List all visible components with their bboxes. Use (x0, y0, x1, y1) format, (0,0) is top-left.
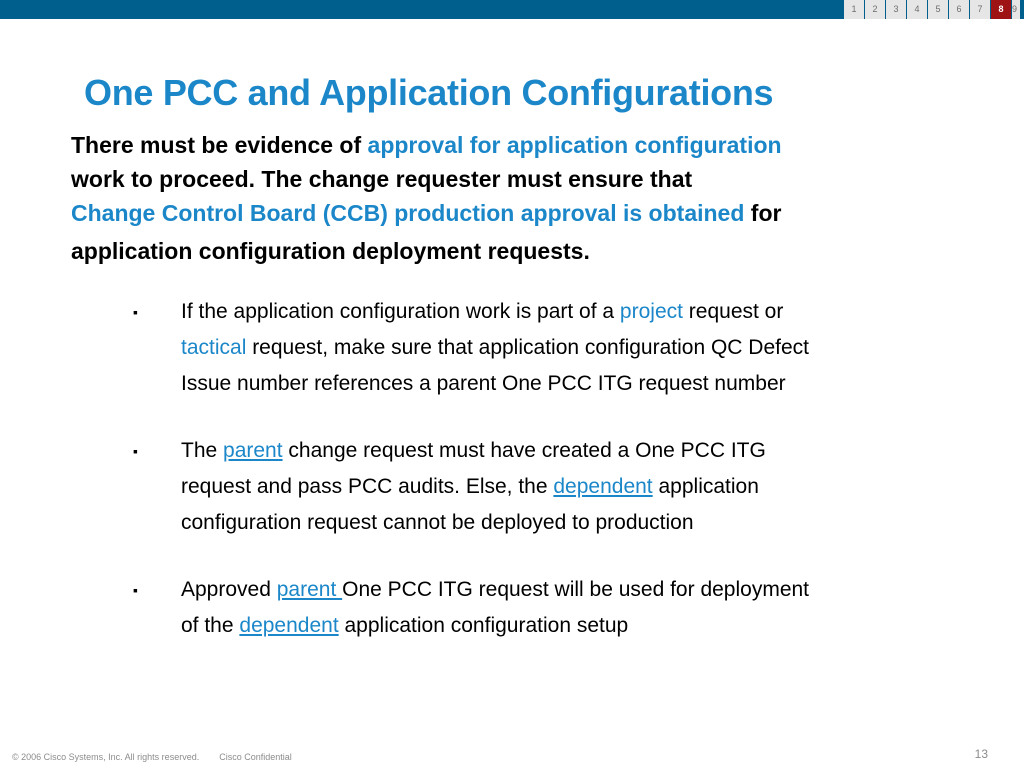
slide-tab-8-active[interactable]: 8 (991, 0, 1011, 19)
bullet-text: of the (181, 614, 240, 637)
bullet-square-icon: ▪ (133, 582, 138, 598)
bullet-line (181, 608, 953, 644)
lead-line-3 (71, 196, 971, 230)
lead-line-4: application configuration deployment requests. (71, 238, 590, 264)
dependent-link[interactable]: dependent (239, 614, 339, 637)
bullet-text: request, make sure that application configuration QC Defect (246, 336, 809, 359)
bullet-item (133, 294, 953, 402)
slide-tab-9[interactable]: 9 (1012, 0, 1020, 19)
bullet-list (133, 294, 953, 675)
bullet-line: Issue number references a parent One PCC ITG request number (181, 372, 786, 395)
bullet-line (181, 433, 953, 469)
bullet-text: application (652, 475, 759, 498)
project-term: project (619, 300, 683, 323)
bullet-text: Approved (181, 578, 277, 601)
slide-tab-5[interactable]: 5 (928, 0, 948, 19)
bullet-line (181, 330, 953, 366)
bullet-line (181, 572, 953, 608)
page-number: 13 (974, 747, 988, 761)
slide-tab-6[interactable]: 6 (949, 0, 969, 19)
parent-link[interactable]: parent (223, 439, 283, 462)
lead-text: for (744, 200, 782, 226)
tactical-term: tactical (181, 336, 247, 359)
bullet-text: change request must have created a One PCC ITG (282, 439, 766, 462)
slide-title: One PCC and Application Configurations (84, 72, 774, 113)
dependent-link[interactable]: dependent (553, 475, 653, 498)
bullet-text: request or (682, 300, 784, 323)
bullet-item (133, 572, 953, 644)
lead-line-1 (71, 128, 971, 162)
bullet-line: configuration request cannot be deployed to production (181, 511, 694, 534)
bullet-text: application configuration setup (338, 614, 629, 637)
bullet-text: request and pass PCC audits. Else, the (181, 475, 554, 498)
bullet-square-icon: ▪ (133, 304, 138, 320)
parent-link[interactable]: parent (276, 578, 343, 601)
lead-line-2: work to proceed. The change requester must ensure that (71, 166, 693, 192)
slide-navigation (844, 0, 1020, 19)
bullet-line (181, 469, 953, 505)
slide-tab-4[interactable]: 4 (907, 0, 927, 19)
bullet-item (133, 433, 953, 541)
copyright-text: © 2006 Cisco Systems, Inc. All rights reserved. (12, 752, 200, 762)
lead-emphasis: approval for application configuration (367, 132, 782, 158)
bullet-text: The (181, 439, 224, 462)
lead-paragraph (71, 128, 971, 268)
slide-tab-2[interactable]: 2 (865, 0, 885, 19)
footer (12, 752, 292, 762)
slide-tab-1[interactable]: 1 (844, 0, 864, 19)
bullet-line (181, 294, 953, 330)
bullet-square-icon: ▪ (133, 443, 138, 459)
lead-emphasis: Change Control Board (CCB) production approval is obtained (71, 200, 745, 226)
bullet-text: If the application configuration work is part of a (181, 300, 620, 323)
bullet-text: One PCC ITG request will be used for deployment (342, 578, 810, 601)
confidential-label: Cisco Confidential (219, 752, 292, 762)
slide-tab-3[interactable]: 3 (886, 0, 906, 19)
lead-text: There must be evidence of (71, 132, 368, 158)
slide-tab-7[interactable]: 7 (970, 0, 990, 19)
